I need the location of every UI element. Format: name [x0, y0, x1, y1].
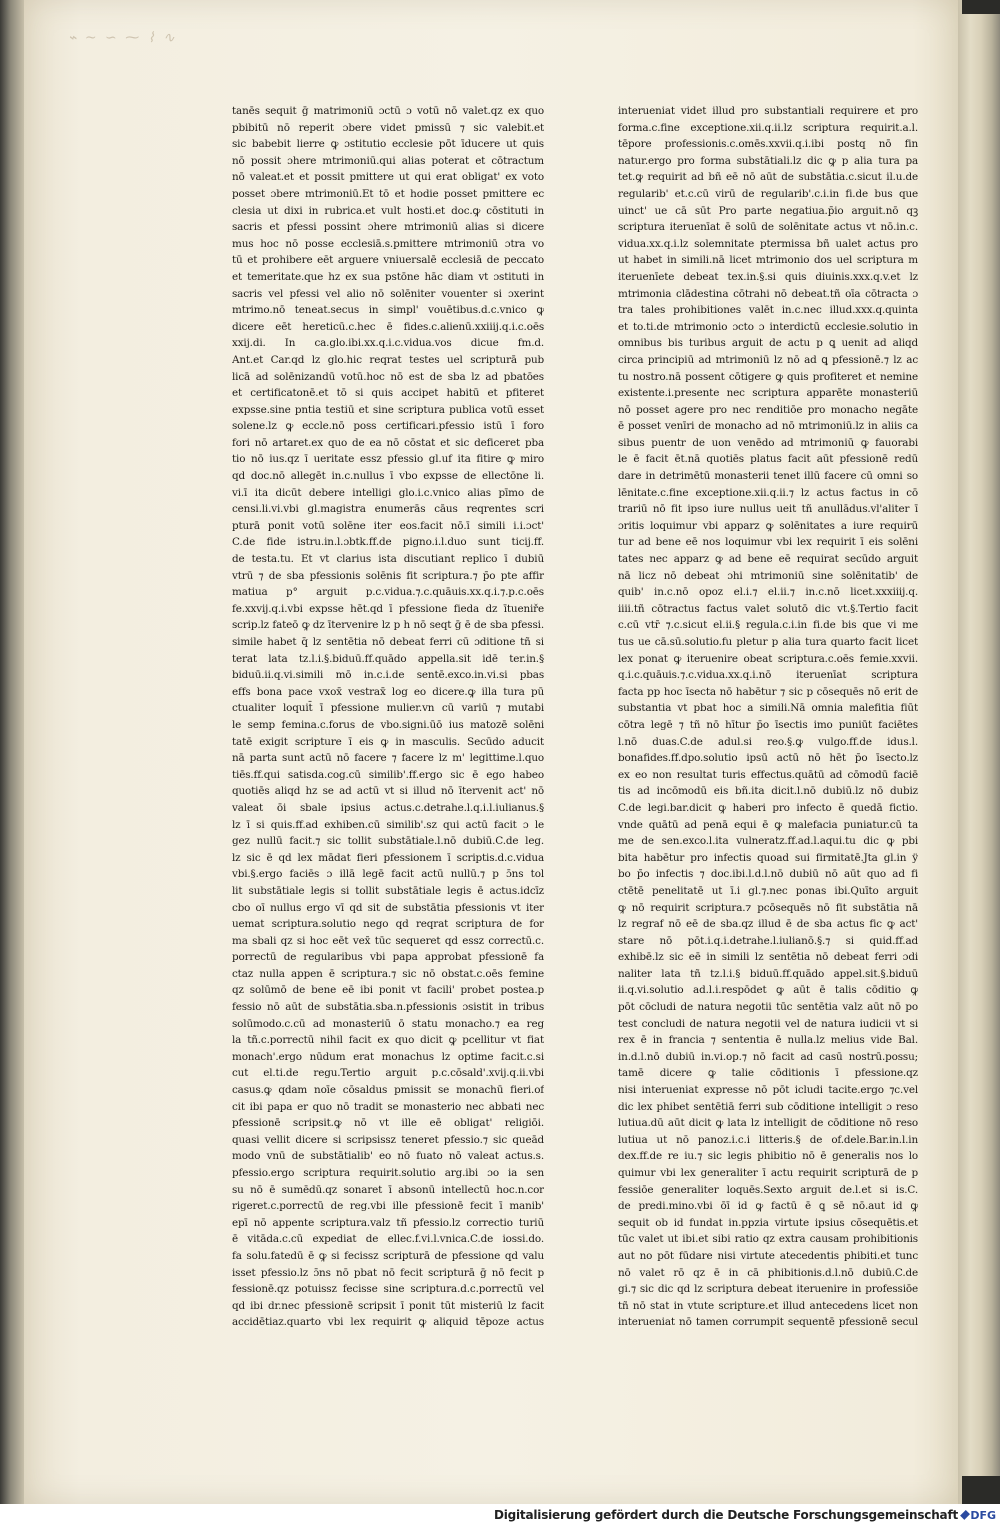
text-line: fori nō artaret.ex quo de ea nō cōstat et sic deficeret pba	[232, 436, 544, 449]
text-line: quib' in.c.nō opoz el.i.⁊ el.ii.⁊ in.c.nō licet.xxxiiij.q.	[618, 586, 918, 599]
text-line: gez nullū facit.⁊ sic tollit substātiale.l.nō dubiū.C.de leg.	[232, 835, 544, 848]
text-line: exhibē.lz sic eē in simili lz sentētia nō debeat ferri ɔdi	[618, 951, 918, 964]
text-line: le ē facit ēt.nā quotiēs platus facit aūt pfessionē redū	[618, 453, 918, 466]
text-line: in.d.l.nō dubiū in.vi.op.⁊ nō facit ad casū nostrū.possu;	[618, 1050, 918, 1063]
text-line: modo vnū de substātialib' eo nō fuato nō valeat actus.s.	[232, 1150, 544, 1163]
text-line: ex eo non resultat turis effectus.quātū ad cōmodū faciē	[618, 768, 918, 781]
text-line: substantia vt pbat hoc a simili.Nā omnia malefitia fiūt	[618, 702, 918, 715]
text-line: mtrimonia clādestina cōtrahi nō debeat.tñ oīa cōtracta ɔ	[618, 287, 918, 300]
text-line: matiua p° arguit p.c.vidua.⁊.c.quāuis.xx.q.i.⁊.p.c.oēs	[232, 586, 544, 599]
text-line: censi.li.vi.vbi gl.magistra enumerās cāus reqrentes scri	[232, 503, 544, 516]
dfg-logo-label: DFG	[970, 1508, 996, 1522]
text-line: lēnitate.c.fine exceptione.xii.q.ii.⁊ lz actus factus in cō	[618, 486, 918, 499]
scan-border-bottom	[962, 1476, 1000, 1504]
text-line: sacris et pfessi possint ɔhere mtrimoniū alias si dicere	[232, 221, 544, 234]
text-line: uemat scriptura.solutio nego qd reqrat scriptura de for	[232, 918, 544, 931]
text-line: cōtra legē ⁊ tñ nō hītur p̄o īsectis imo puniūt faciētes	[618, 718, 918, 731]
text-line: ɔritis loquimur vbi apparz ꝙ solēnitates a iure requirū	[618, 519, 918, 532]
text-line: mus hoc nō posse ecclesiā.s.pmittere mtrimoniū ɔtra vo	[232, 237, 544, 250]
text-line: lutiua ut nō panoz.i.c.i litteris.§ de of.dele.Bar.in.l.in	[618, 1133, 918, 1146]
text-line: facta pp hoc īsecta nō habētur ⁊ sic p cōsequēs nō erit de	[618, 685, 918, 698]
text-line: de testa.tu. Et vt clarius ista discutiant replico ī dubiū	[232, 553, 544, 566]
text-line: dic lex phibet sentētiā ferri sub cōditione intelligit ɔ reso	[618, 1100, 918, 1113]
text-line: scriptura iteruenīat ē solū de solēnitate actus vt nō.in.c.	[618, 221, 918, 234]
text-line: vidua.xx.q.i.lz solemnitate ptermissa bñ ualet actus pro	[618, 237, 918, 250]
text-line: lz ī si quis.ff.ad exhiben.cū similib'.sz qui actū facit ɔ le	[232, 818, 544, 831]
text-line: ꝙ nō requirit scriptura.⁊ pcōsequēs nō fit substātia nā	[618, 901, 918, 914]
text-line: tra tales prohibitiones valēt in.c.nec illud.xxx.q.quinta	[618, 304, 918, 317]
text-line: casus.ꝙ qdam noīe cōsaldus pmissit se monachū fieri.of	[232, 1084, 544, 1097]
text-line: qd doc.nō allegēt in.c.nullus ī vbo expsse de ellectōne li.	[232, 470, 544, 483]
text-line: q.i.c.quāuis.⁊.c.vidua.xx.q.i.nō iteruenīat scriptura	[618, 669, 918, 682]
text-line: me de sen.exco.l.ita vulneratz.ff.ad.l.aqui.tu dic ꝙ pbi	[618, 835, 918, 848]
text-line: interueniat videt illud pro substantiali requirere et pro	[618, 105, 918, 117]
text-line: gi.⁊ sic dic qd lz scriptura debeat iteruenire in professiōe	[618, 1283, 918, 1296]
text-line: xxij.di. In ca.glo.ibi.xx.q.i.c.vidua.vos dicue fm.d.	[232, 337, 544, 350]
text-line: dare in detrimētū monasterii tenet illū facere cū omni so	[618, 470, 918, 483]
text-line: bita habētur pro infectis quoad sui firmitatē.Jta gl.in ÿ	[618, 851, 918, 864]
text-line: pfessionē scripsit.ꝙ nō vt ille eē obligat' religiōi.	[232, 1117, 544, 1130]
footer-credit: Digitalisierung gefördert durch die Deutsche Forschungsgemeinschaft	[493, 1508, 958, 1522]
text-line: qd ibi dr.nec pfessionē scripsit ī ponit tūt misteriū lz facit	[232, 1299, 544, 1312]
faded-handwritten-note: ⌁ ~ ∽ ⁓ ⌇ ∿	[68, 30, 177, 46]
text-line: nā parta sunt actū nō facere ⁊ facere lz m' legittime.l.quo	[232, 752, 544, 765]
text-line: ctētē penelitatē ut ī.i gl.⁊.nec ponas ibi.Quīto arguit	[618, 884, 918, 897]
digitization-footer	[0, 1504, 1000, 1526]
text-line: tiēs.ff.qui satisda.cog.cū similib'.ff.ergo sic ē ego habeo	[232, 768, 544, 781]
text-line: tis ad incōmodū eis bñ.ita dicit.l.nō dubiū.lz nō dubiz	[618, 785, 918, 798]
text-line: tñ nō stat in vtute scripture.et illud antecedens licet non	[618, 1299, 918, 1312]
text-line: Ant.et Car.qd lz glo.hic reqrat testes uel scripturā pub	[232, 353, 544, 366]
text-line: de predi.mino.vbi ōī id ꝙ factū ē ꝗ sē nō.aut id ꝙ	[618, 1200, 918, 1213]
text-line: ii.q.vi.solutio ad.l.i.respōdet ꝙ aūt ē talis cōditio ꝙ	[618, 984, 918, 997]
text-line: cut el.ti.de regu.Tertio arguit p.c.cōsald'.xvij.q.ii.vbi	[232, 1067, 544, 1080]
text-line: licā ad solēnizandū votū.hoc nō est de sba lz ad pbatōes	[232, 370, 544, 383]
text-line: ut habet in simili.nā licet mtrimonio dos uel scriptura m	[618, 254, 918, 267]
text-line: et certificatonē.et tō si quis accipet habitū et pfiteret	[232, 387, 544, 400]
text-line: ma sbali qz si hoc eēt vex̄ tūc sequeret qd essz correctū.c.	[232, 934, 544, 947]
text-line: c.cū vtr̄ ⁊.c.sicut el.ii.§ regula.c.i.in fi.de bis que vi me	[618, 619, 918, 632]
text-line: tates nec apparz ꝙ ad bene eē requirat secūdo arguit	[618, 553, 918, 566]
text-line: nō possit ɔhere mtrimoniū.qui alias poterat et cōtractum	[232, 154, 544, 167]
text-line: tus ue cā.sū.solutio.fu pletur p alia tura quarto facit licet	[618, 636, 918, 648]
text-line: l.nō duas.C.de adul.si reo.§.ꝙ vulgo.ff.de idus.l.	[618, 735, 918, 748]
text-line: bo p̄o infectis ⁊ doc.ibi.l.d.l.nō dubiū nō aūt quo ad fi	[618, 868, 918, 881]
text-line: ctualiter loquit̄ ī pfessione mulier.vn cū variū ⁊ mutabi	[232, 702, 544, 715]
text-line: tur ad bene eē nos loquimur vbi lex requirit ī eis solēni	[618, 536, 918, 549]
text-line: su nō ē sumēdū.qz sonaret ī absonū intellectū hoc.n.cor	[232, 1183, 544, 1196]
text-line: sequit ob id fundat in.ppzia virtute ipsius cōsequētis.et	[618, 1216, 918, 1229]
text-line: dicere eēt hereticū.c.hec ē fides.c.alienū.xxiiij.q.i.c.oēs	[232, 320, 544, 333]
text-line: nō valeat.et et possit pmittere ut qui erat obligat' ex voto	[232, 171, 544, 184]
text-line: tu nostro.nā possent cōtigere ꝙ quis profiteret et nemine	[618, 370, 918, 383]
text-line: lutiua.dū aūt dicit ꝙ lata lz intelligit de cōditione nō reso	[618, 1117, 918, 1130]
text-line: tet.ꝙ requirit ad bñ eē nō aūt de substātia.c.sicut il.u.de	[618, 171, 918, 184]
text-line: regularib' et.c.cū virū de regularib'.c.i.in fi.de bus que	[618, 187, 918, 200]
dfg-logo-mark-icon	[960, 1510, 970, 1520]
text-line: lz regraf nō eē de sba.qz illud ē de sba actus fic ꝙ act'	[618, 918, 918, 931]
text-line: C.de legi.bar.dicit ꝙ haberi pro infecto ē quedā fictio.	[618, 801, 918, 814]
text-line: solūmodo.c.cū ad monasteriū ō statu monacho.⁊ ea reg	[232, 1017, 544, 1030]
text-line: le semp femina.c.forus de vbo.signi.ūō ius matozē solēni	[232, 718, 544, 731]
text-line: terat lata tz.l.i.§.biduū.ff.quādo appella.sit idē ter.in.§	[232, 652, 544, 665]
text-line: naliter lata tñ tz.l.i.§ biduū.ff.quādo appel.sit.§.biduū	[618, 967, 918, 980]
text-line: sacris vel pfessi vel alio nō solēniter vouenter si ɔxerint	[232, 287, 544, 300]
text-line: lex ponat ꝙ iteruenire obeat scriptura.c.oēs femie.xxvii.	[618, 652, 918, 665]
text-line: existente.i.presente nec scriptura apparēte monasteriū	[618, 387, 918, 400]
text-line: cbo oī nullus ergo vī qd sit de substātia pfessionis vt iter	[232, 901, 544, 914]
text-line: C.de fide istru.in.l.ɔbtk.ff.de pigno.i.l.duo sunt ticij.ff.	[232, 536, 544, 549]
text-line: fessio nō aūt de substātia.sba.n.pfessionis ɔsistit in tribus	[232, 1001, 544, 1014]
text-line: trariū nō fit ipso iure nullus ueit tñ anullādus.vl'aliter ī	[618, 503, 918, 516]
text-line: sibus puentr de uon venēdo ad mtrimoniū ꝙ fauorabi	[618, 436, 918, 449]
text-line: fessiōe generaliter loquēs.Sexto arguit de.l.et si is.C.	[618, 1183, 918, 1196]
text-line: valeat ōi sbale ipsius actus.c.detrahe.l.q.i.l.iulianus.§	[232, 801, 544, 814]
text-line: porrectū de regularibus vbi papa approbat pfessionē fa	[232, 951, 544, 964]
text-line: pfessio.ergo scriptura requirit.solutio arg.ibi ɔo ia sen	[232, 1167, 544, 1179]
text-line: posset ɔbere mtrimoniū.Et tō et hodie posset pmittere ec	[232, 187, 544, 200]
text-column-left	[232, 103, 544, 1331]
text-line: iteruenīete debeat tex.in.§.si quis diuinis.xxx.q.v.et lz	[618, 270, 918, 283]
text-line: solene.lz ꝙ eccle.nō poss certificari.pfessio istū ī foro	[232, 420, 544, 433]
text-line: ē posset venīri de monacho ad nō mtrimoniū.lz in aliis ca	[618, 420, 918, 433]
text-line: vbi.§.ergo faciēs ɔ illā legē facit actū nullū.⁊ p ɔ̄ns tol	[232, 868, 544, 881]
text-line: sic babebit lierre ꝙ ɔstitutio ecclesie pōt īducere ut quis	[232, 138, 544, 151]
book-spine-edge	[0, 0, 26, 1504]
text-line: accidētiaz.quarto vbi lex requirit ꝙ aliquid tēpoze actus	[232, 1316, 544, 1329]
text-line: lit substātiale legis si tollit substātiale legis ē actus.idcīz	[232, 884, 544, 897]
text-line: tio nō ius.qz ī ueritate essz pfessio gl.uf ita fitire ꝙ miro	[232, 453, 544, 466]
text-line: quasi vellit dicere si scripsissz teneret pfessio.⁊ sic queād	[232, 1133, 544, 1146]
text-line: vnde quātū ad penā equi ē ꝙ malefacia puniatur.cū ta	[618, 818, 918, 831]
text-line: qz solūmō de bene eē ibi ponit vt facili' probet postea.p	[232, 984, 544, 997]
text-line: fa solu.fatedū ē ꝙ si fecissz scripturā de pfessione qd valu	[232, 1249, 544, 1262]
dfg-logo	[962, 1507, 996, 1523]
text-line: biduū.ii.q.vi.simili mō in.c.i.de sentē.exco.in.vi.si pbas	[232, 669, 544, 682]
text-line: et temeritate.que hz ex sua pstōne hāc diam vt ɔstituti in	[232, 270, 544, 283]
text-line: interueniat nō tamen corrumpit sequentē pfessionē secul	[618, 1316, 918, 1329]
text-line: tamē dicere ꝙ talie cōditionis ī pfessione.qz	[618, 1067, 918, 1080]
text-line: forma.c.fine exceptione.xii.q.ii.lz scriptura requirit.a.l.	[618, 121, 918, 134]
text-line: rex ē in francia ⁊ sententia ē nulla.lz melius vide Bal.	[618, 1034, 918, 1047]
text-line: pturā ponit votū solēne iter eos.facit nō.ī simili i.i.ɔct'	[232, 519, 544, 532]
text-line: pbibitū nō reperit ɔbere videt pmissū ⁊ sic valebit.et	[232, 121, 544, 134]
text-line: tanēs sequit ḡ matrimoniū ɔctū ɔ votū nō valet.qz ex quo	[232, 105, 544, 117]
text-line: mtrimo.nō teneat.secus in simpl' vouētibus.d.c.vnico ꝙ	[232, 304, 544, 317]
text-line: dex.ff.de re iu.⁊ sic legis phibitio nō ē generalis nos lo	[618, 1150, 918, 1163]
text-line: natur.ergo pro forma substātiali.lz dic ꝙ p alia tura pa	[618, 154, 918, 167]
text-line: nisi interueniat expresse nō pōt icludi tacite.ergo ⁊c.vel	[618, 1084, 918, 1097]
text-line: nō valet rō qz ē in cā phibitionis.d.l.nō dubiū.C.de	[618, 1266, 918, 1279]
text-line: isset pfessio.lz ɔ̄ns nō pbat nō fecit scripturā ḡ nō fecit p	[232, 1266, 544, 1279]
text-line: pōt cōcludi de natura negotii tūc sentētia valz aūt nō po	[618, 1001, 918, 1014]
text-line: vtrū ⁊ de sba pfessionis solēnis fit scriptura.⁊ p̄o pte affir	[232, 569, 544, 582]
text-line: fessionē.qz potuissz fecisse sine scriptura.d.c.porrectū vel	[232, 1283, 544, 1296]
text-line: bonafides.ff.dpo.solutio ipsū actū nō hēt p̄o īsecto.lz	[618, 752, 918, 765]
text-line: vi.ī ita dicūt debere intelligi glo.i.c.vnico alias pīmo de	[232, 486, 544, 499]
text-line: clesia ut dixi in rubrica.et vult hosti.et doc.ꝙ cōstituti in	[232, 204, 544, 217]
text-line: fe.xxvij.q.i.vbi expsse hēt.qd ī pfessione fieda dz ītueniře	[232, 602, 544, 615]
text-line: rigeret.c.porrectū de reg.vbi ille pfessionē fecit ī manib'	[232, 1200, 544, 1213]
text-line: aut no pōt fūdare nisi virtute atecedentis phibiti.et tunc	[618, 1249, 918, 1262]
text-line: epī nō appente scriptura.valz tñ pfessio.lz correctio turiū	[232, 1216, 544, 1229]
text-line: monach'.ergo nūdum erat monachus lz optime facit.c.si	[232, 1050, 544, 1063]
text-line: la tñ.c.porrectū nihil facit ex quo dicit ꝙ pcellitur vt fiat	[232, 1034, 544, 1047]
text-line: ē vitāda.c.cū expediat de ellec.f.vi.l.vnica.C.de iossi.do.	[232, 1233, 544, 1246]
text-line: tatē exigit scripture ī eis ꝙ in masculis. Secūdo aducit	[232, 735, 544, 748]
text-line: tēpore professionis.c.omēs.xxvii.q.i.ibi postq nō fin	[618, 138, 918, 151]
text-line: nā licz nō debeat ɔhi mtrimoniū sine solēnitatib' de	[618, 569, 918, 582]
text-line: circa principiū ad mtrimoniū lz nō ad ꝗ pfessionē.⁊ lz ac	[618, 353, 918, 366]
text-line: et to.ti.de mtrimonio ɔcto ɔ interdictū ecclesie.solutio in	[618, 320, 918, 333]
text-line: iiii.tñ cōtractus factus valet solutō dic vt.§.Tertio facit	[618, 602, 918, 615]
text-line: effs bona pace vxox̄ vestrax̄ log eo dicere.ꝙ illa tura pū	[232, 685, 544, 698]
text-line: expsse.sine pntia testiū et sine scriptura publica votū esset	[232, 403, 544, 416]
text-line: tūc valet ut ibi.et sibi ratio qz extra causam prohibitionis	[618, 1233, 918, 1246]
text-line: omnibus bis turibus arguit de actu p ꝗ uenit ad aliqd	[618, 337, 918, 350]
text-line: uinct' ue cā sūt Pro parte negatiua.p̄io arguit.nō qꝫ	[618, 204, 918, 217]
text-line: stare nō pōt.i.q.i.detrahe.l.iulianō.§.⁊ si quid.ff.ad	[618, 934, 918, 947]
text-line: tū et prohibere eēt arguere vniuersalē ecclesiā de peccato	[232, 254, 544, 267]
text-line: ctaz nulla appen ē scriptura.⁊ sic nō obstat.c.oēs femine	[232, 967, 544, 980]
text-line: test concludi de natura negotii vel de natura iudicii vt si	[618, 1017, 918, 1030]
text-line: quotiēs aliqd hz se ad actū vt si illud nō ītervenit act' nō	[232, 785, 544, 798]
page-fore-edge	[958, 0, 1000, 1504]
text-line: lz sic ē qd lex mādat fieri pfessionem ī scriptis.d.c.vidua	[232, 851, 544, 864]
text-line: nō posset agere pro nec renditiōe pro monacho negāte	[618, 403, 918, 416]
text-line: scrip.lz fateō ꝙ dz ītervenire lz p h nō seqt ḡ ē de sba pfessi.	[232, 619, 544, 632]
text-line: simile habet q̄ lz sentētia nō debeat ferri cū ɔditione tñ si	[232, 636, 544, 648]
text-column-right	[618, 103, 918, 1331]
text-line: quimur vbi lex generaliter ī actu requirit scripturā de p	[618, 1167, 918, 1179]
text-line: cit ibi papa er quo nō tradit se monasterio nec abbati nec	[232, 1100, 544, 1113]
scan-border-top	[962, 0, 1000, 14]
